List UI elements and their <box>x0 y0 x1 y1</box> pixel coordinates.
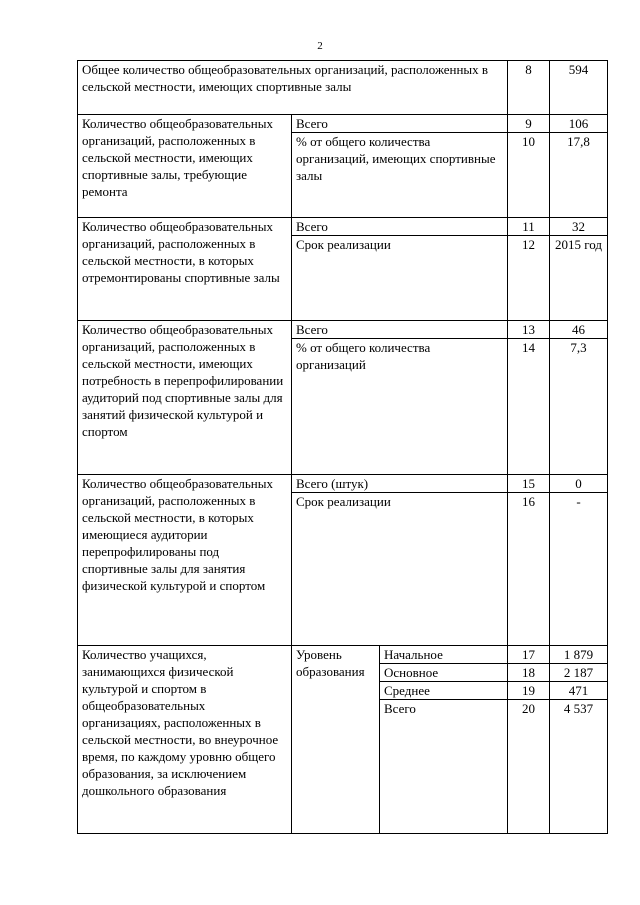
row-number: 13 <box>508 321 550 339</box>
row-number: 20 <box>508 700 550 718</box>
row-label: Количество общеобразовательных организаций, расположенных в сельской местности, имеющих потребность в перепрофилировании аудиторий под спортивные залы для занятий физической культурой и спортом <box>78 321 292 475</box>
table-row <box>78 475 608 493</box>
row-value: 1 879 <box>550 646 608 664</box>
row-number: 9 <box>508 115 550 133</box>
filler-cell <box>380 717 508 833</box>
level-label: Основное <box>380 664 508 682</box>
row-value: 7,3 <box>550 339 608 475</box>
row-number: 8 <box>508 61 550 115</box>
page-number: 2 <box>317 40 323 52</box>
sub-label: % от общего количества организаций <box>292 339 508 475</box>
table-row <box>78 646 608 664</box>
level-label: Среднее <box>380 682 508 700</box>
level-label: Начальное <box>380 646 508 664</box>
row-value: 0 <box>550 475 608 493</box>
table-row <box>78 321 608 339</box>
filler-cell <box>508 717 550 833</box>
level-label: Всего <box>380 700 508 718</box>
row-value: 471 <box>550 682 608 700</box>
indicators-table <box>77 60 608 834</box>
sub-label: % от общего количества организаций, имеющих спортивные залы <box>292 133 508 218</box>
sub-label: Срок реализации <box>292 493 508 646</box>
sub-label: Всего <box>292 321 508 339</box>
row-number: 16 <box>508 493 550 646</box>
row-number: 18 <box>508 664 550 682</box>
sub-label: Срок реализации <box>292 236 508 321</box>
row-number: 19 <box>508 682 550 700</box>
row-number: 10 <box>508 133 550 218</box>
table-row <box>78 218 608 236</box>
table-row <box>78 61 608 115</box>
row-label: Общее количество общеобразовательных организаций, расположенных в сельской местности, имеющих спортивные залы <box>78 61 508 115</box>
table-row <box>78 115 608 133</box>
row-value: 594 <box>550 61 608 115</box>
row-number: 14 <box>508 339 550 475</box>
row-number: 11 <box>508 218 550 236</box>
row-number: 17 <box>508 646 550 664</box>
row-value: 106 <box>550 115 608 133</box>
row-value: - <box>550 493 608 646</box>
filler-cell <box>550 717 608 833</box>
row-value: 2 187 <box>550 664 608 682</box>
row-value: 46 <box>550 321 608 339</box>
sub-label: Всего (штук) <box>292 475 508 493</box>
row-value: 17,8 <box>550 133 608 218</box>
row-value: 2015 год <box>550 236 608 321</box>
row-label: Количество общеобразовательных организаций, расположенных в сельской местности, имеющих спортивные залы, требующие ремонта <box>78 115 292 218</box>
sub-label: Всего <box>292 218 508 236</box>
sub-label: Всего <box>292 115 508 133</box>
group-label: Уровень образования <box>292 646 380 834</box>
row-value: 32 <box>550 218 608 236</box>
row-label: Количество общеобразовательных организаций, расположенных в сельской местности, в которых отремонтированы спортивные залы <box>78 218 292 321</box>
row-value: 4 537 <box>550 700 608 718</box>
row-label: Количество учащихся, занимающихся физической культурой и спортом в общеобразовательных организациях, расположенных в сельской местности, во внеурочное время, по каждому уровню общего образования, за исключением дошкольного образования <box>78 646 292 834</box>
row-label: Количество общеобразовательных организаций, расположенных в сельской местности, в которых имеющиеся аудитории перепрофилированы под спортивные залы для занятия физической культурой и спортом <box>78 475 292 646</box>
row-number: 12 <box>508 236 550 321</box>
row-number: 15 <box>508 475 550 493</box>
